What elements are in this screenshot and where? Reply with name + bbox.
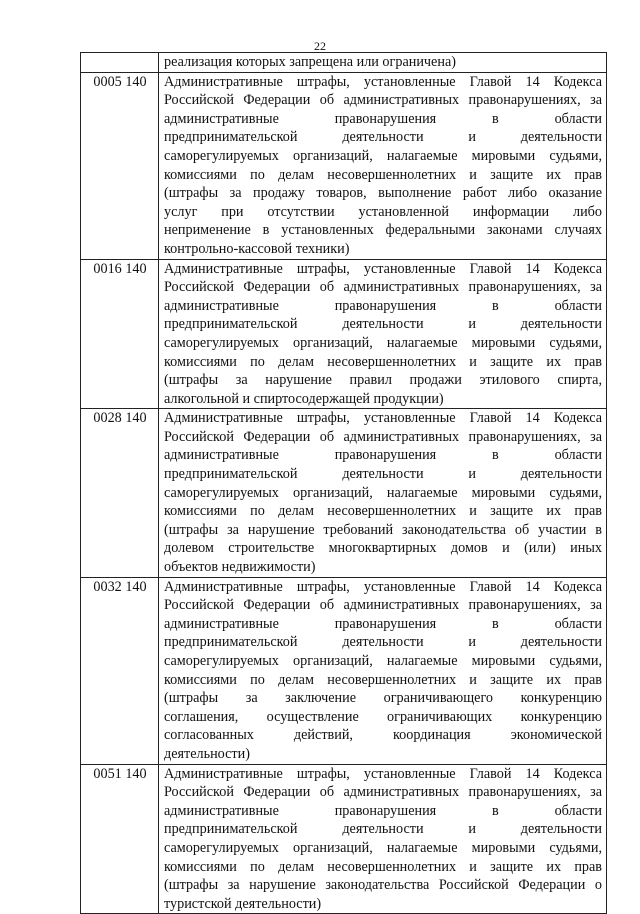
table-row xyxy=(81,764,607,914)
description-line: Российской Федерации об административных правонарушениях, за xyxy=(164,279,602,296)
description-line: соглашения, осуществление ограничивающих конкуренцию xyxy=(164,708,602,725)
description-line: услуг при отсутствии установленной информации либо xyxy=(164,203,602,220)
table-row xyxy=(81,53,607,73)
description-line: Административные штрафы, установленные Главой 14 Кодекса xyxy=(164,410,602,427)
description-line: комиссиями по делам несовершеннолетних и защите их прав xyxy=(164,353,602,370)
description-line: административные правонарушения в области xyxy=(164,447,602,464)
description-line: реализация которых запрещена или ограничена) xyxy=(164,54,456,70)
description-line: Административные штрафы, установленные Главой 14 Кодекса xyxy=(164,765,602,782)
description-line: предпринимательской деятельности и деятельности xyxy=(164,129,602,146)
description-line: (штрафы за заключение ограничивающего конкуренцию xyxy=(164,690,602,707)
description-line: туристской деятельности) xyxy=(164,895,322,912)
description-line: (штрафы за нарушение правил продажи этилового спирта, xyxy=(164,372,602,389)
description-line: неприменение в установленных федеральными законами случаях xyxy=(164,222,602,239)
description-line: Российской Федерации об административных правонарушениях, за xyxy=(164,784,602,801)
description-line: саморегулируемых организаций, налагаемые мировыми судьями, xyxy=(164,484,602,501)
code-cell: 0051 140 xyxy=(81,764,159,914)
budget-codes-table xyxy=(80,52,607,914)
description-line: административные правонарушения в области xyxy=(164,110,602,127)
code-cell xyxy=(81,53,159,73)
description-line: долевом строительстве многоквартирных домов и (или) иных xyxy=(164,540,602,557)
description-line: Российской Федерации об административных правонарушениях, за xyxy=(164,92,602,109)
description-line: контрольно-кассовой техники) xyxy=(164,240,350,257)
code-cell: 0016 140 xyxy=(81,259,159,409)
description-cell xyxy=(159,764,607,914)
table-row xyxy=(81,409,607,577)
page-number: 22 xyxy=(314,39,326,53)
description-line: саморегулируемых организаций, налагаемые мировыми судьями, xyxy=(164,147,602,164)
description-line: комиссиями по делам несовершеннолетних и защите их прав xyxy=(164,858,602,875)
code-cell: 0028 140 xyxy=(81,409,159,577)
code-cell: 0005 140 xyxy=(81,72,159,259)
description-line: Российской Федерации об административных правонарушениях, за xyxy=(164,428,602,445)
description-cell xyxy=(159,72,607,259)
description-line: административные правонарушения в области xyxy=(164,297,602,314)
code-cell: 0032 140 xyxy=(81,577,159,764)
description-line: алкогольной и спиртосодержащей продукции) xyxy=(164,390,444,407)
description-line: предпринимательской деятельности и деятельности xyxy=(164,634,602,651)
description-cell xyxy=(159,409,607,577)
description-line: согласованных действий, координация экономической xyxy=(164,727,602,744)
description-cell xyxy=(159,577,607,764)
description-line: административные правонарушения в области xyxy=(164,802,602,819)
table-row xyxy=(81,577,607,764)
description-line: (штрафы за продажу товаров, выполнение работ либо оказание xyxy=(164,185,602,202)
description-line: комиссиями по делам несовершеннолетних и защите их прав xyxy=(164,166,602,183)
description-line: (штрафы за нарушение требований законодательства об участии в xyxy=(164,521,602,538)
description-line: административные правонарушения в области xyxy=(164,615,602,632)
description-line: саморегулируемых организаций, налагаемые мировыми судьями, xyxy=(164,653,602,669)
table-row xyxy=(81,72,607,259)
description-line: Административные штрафы, установленные Главой 14 Кодекса xyxy=(164,578,602,595)
table-row xyxy=(81,259,607,409)
description-line: деятельности) xyxy=(164,745,250,762)
description-line: предпринимательской деятельности и деятельности xyxy=(164,821,602,838)
description-line: объектов недвижимости) xyxy=(164,559,316,576)
description-line: саморегулируемых организаций, налагаемые мировыми судьями, xyxy=(164,839,602,856)
description-line: Российской Федерации об административных правонарушениях, за xyxy=(164,597,602,614)
description-line: саморегулируемых организаций, налагаемые мировыми судьями, xyxy=(164,334,602,351)
description-line: комиссиями по делам несовершеннолетних и защите их прав xyxy=(164,671,602,688)
description-line: (штрафы за нарушение законодательства Российской Федерации о xyxy=(164,877,602,894)
description-line: Административные штрафы, установленные Главой 14 Кодекса xyxy=(164,260,602,277)
description-cell xyxy=(159,53,607,73)
description-line: предпринимательской деятельности и деятельности xyxy=(164,316,602,333)
description-line: Административные штрафы, установленные Главой 14 Кодекса xyxy=(164,73,602,90)
description-line: комиссиями по делам несовершеннолетних и защите их прав xyxy=(164,503,602,520)
description-line: предпринимательской деятельности и деятельности xyxy=(164,466,602,483)
description-cell xyxy=(159,259,607,409)
